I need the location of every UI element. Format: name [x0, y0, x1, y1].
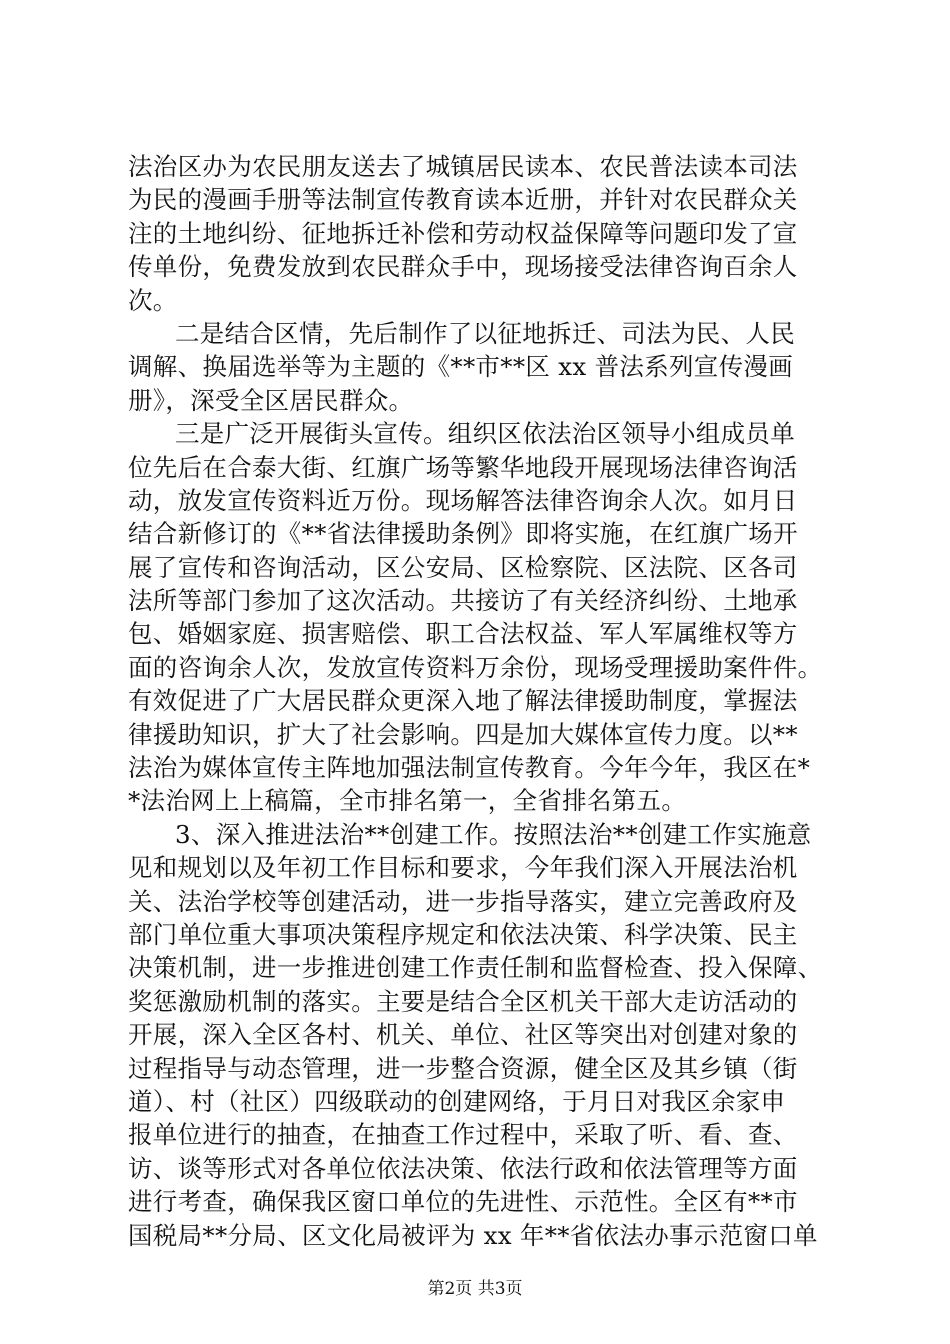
text-line: 法所等部门参加了这次活动。共接访了有关经济纠纷、土地承 [128, 586, 798, 616]
text-line: 位先后在合泰大街、红旗广场等繁华地段开展现场法律咨询活 [128, 452, 798, 482]
text-line: 次。 [128, 285, 178, 315]
text-line: 访、谈等形式对各单位依法决策、依法行政和依法管理等方面 [128, 1153, 798, 1183]
text-line: 面的咨询余人次，发放宣传资料万余份，现场受理援助案件件。 [128, 652, 823, 682]
text-line: 法治为媒体宣传主阵地加强法制宣传教育。今年今年，我区在* [128, 753, 811, 783]
text-line: 进行考查，确保我区窗口单位的先进性、示范性。全区有**市 [128, 1187, 798, 1217]
text-line: 律援助知识，扩大了社会影响。四是加大媒体宣传力度。以** [128, 719, 798, 749]
text-line: 报单位进行的抽查，在抽查工作过程中，采取了听、看、查、 [128, 1120, 798, 1150]
text-line: 结合新修订的《**省法律援助条例》即将实施，在红旗广场开 [128, 519, 798, 549]
text-line: 决策机制，进一步推进创建工作责任制和监督检查、投入保障、 [128, 953, 823, 983]
text-line: 注的土地纠纷、征地拆迁补偿和劳动权益保障等问题印发了宣 [128, 218, 798, 248]
text-line: 为民的漫画手册等法制宣传教育读本近册，并针对农民群众关 [128, 185, 798, 215]
text-line: 动，放发宣传资料近万份。现场解答法律咨询余人次。如月日 [128, 485, 798, 515]
text-line: 奖惩激励机制的落实。主要是结合全区机关干部大走访活动的 [128, 986, 798, 1016]
text-line: 关、法治学校等创建活动，进一步指导落实，建立完善政府及 [128, 886, 798, 916]
text-line: 三是广泛开展街头宣传。组织区依法治区领导小组成员单 [175, 419, 795, 449]
text-line: 见和规划以及年初工作目标和要求，今年我们深入开展法治机 [128, 853, 798, 883]
text-line: 册》，深受全区居民群众。 [128, 385, 414, 415]
page-footer: 第2页 共3页 [427, 1279, 523, 1299]
text-line: 3、深入推进法治**创建工作。按照法治**创建工作实施意 [175, 819, 812, 849]
text-line: 有效促进了广大居民群众更深入地了解法律援助制度，掌握法 [128, 686, 798, 716]
text-line: 展了宣传和咨询活动，区公安局、区检察院、区法院、区各司 [128, 552, 798, 582]
text-line: 传单份，免费发放到农民群众手中，现场接受法律咨询百余人 [128, 252, 798, 282]
text-line: 部门单位重大事项决策程序规定和依法决策、科学决策、民主 [128, 919, 798, 949]
text-line: *法治网上上稿篇，全市排名第一，全省排名第五。 [128, 786, 687, 816]
text-line: 过程指导与动态管理，进一步整合资源，健全区及其乡镇（街 [128, 1053, 798, 1083]
text-line: 道）、村（社区）四级联动的创建网络，于月日对我区余家申 [128, 1086, 786, 1116]
document-body [128, 150, 828, 1252]
text-line: 法治区办为农民朋友送去了城镇居民读本、农民普法读本司法 [128, 152, 798, 181]
text-line: 二是结合区情，先后制作了以征地拆迁、司法为民、人民 [175, 318, 795, 348]
text-line: 包、婚姻家庭、损害赔偿、职工合法权益、军人军属维权等方 [128, 619, 798, 649]
text-line: 调解、换届选举等为主题的《**市**区 xx 普法系列宣传漫画 [128, 352, 794, 382]
text-line: 国税局**分局、区文化局被评为 xx 年**省依法办事示范窗口单 [128, 1220, 818, 1250]
text-line: 开展，深入全区各村、机关、单位、社区等突出对创建对象的 [128, 1020, 798, 1050]
